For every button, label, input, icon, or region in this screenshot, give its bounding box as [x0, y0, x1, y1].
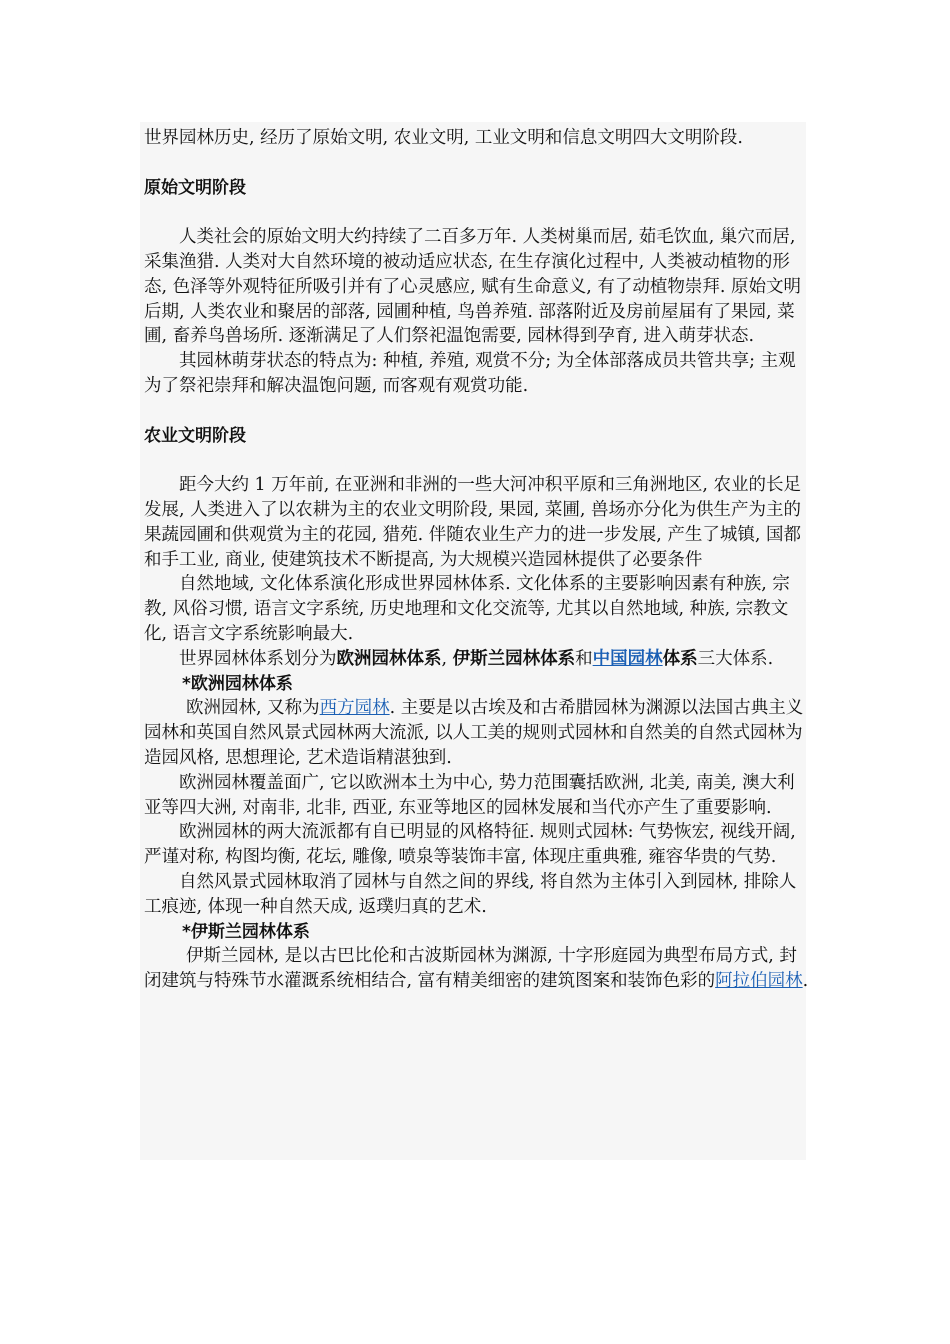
text: 世界园林体系划分为	[179, 648, 337, 669]
paragraph-garden-systems	[144, 647, 810, 672]
paragraph: 距今大约 1 万年前, 在亚洲和非洲的一些大河冲积平原和三角洲地区, 农业的长足发展, 人类进入了以农耕为主的农业文明阶段, 果园, 菜圃, 兽场亦分化为供生产为主的果蔬园圃和供观赏为主的花园, 猎苑. 伴随农业生产力的进一步发展, 产生了城镇, 国都和手工业, 商业, 使建筑技术不断提高, 为大规模兴造园林提供了必要条件	[144, 475, 802, 570]
section-heading-primitive: 原始文明阶段	[144, 177, 246, 198]
text: 三大体系.	[697, 648, 774, 669]
text: 伊斯兰园林, 是以古巴比伦和古波斯园林为渊源, 十字形庭园为典型布局方式, 封闭建筑与特殊节水灌溉系统相结合, 富有精美细密的建筑图案和装饰色彩的	[144, 946, 797, 992]
text: 欧洲园林, 又称为	[186, 698, 320, 719]
paragraph-europe	[144, 696, 810, 770]
text: . 主要是以古埃及和古希腊园林为渊源以法国古典主义园林和英国自然风景式园林两大流派, 以人工美的规则式园林和自然美的自然式园林为造园风格, 思想理论, 艺术造诣精湛独到.	[144, 698, 804, 768]
link-arabian-garden[interactable]: 阿拉伯园林	[715, 971, 803, 992]
text: ,	[441, 648, 453, 669]
paragraph: 自然地域, 文化体系演化形成世界园林体系. 文化体系的主要影响因素有种族, 宗教, 风俗习惯, 语言文字系统, 历史地理和文化交流等, 尤其以自然地域, 种族, 宗教文化, 语言文字系统影响最大.	[144, 574, 790, 644]
paragraph: 其园林萌芽状态的特点为: 种植, 养殖, 观赏不分; 为全体部落成员共管共享; 主观为了祭祀崇拜和解决温饱问题, 而客观有观赏功能.	[144, 351, 796, 396]
spacer	[144, 399, 810, 424]
bold-europe: 欧洲园林体系	[336, 648, 442, 669]
spacer	[144, 151, 810, 176]
bold-islam: 伊斯兰园林体系	[452, 648, 576, 669]
spacer	[144, 448, 810, 473]
bold-system: 体系	[662, 648, 698, 669]
subheading-europe: *欧洲园林体系	[182, 673, 293, 694]
intro-paragraph: 世界园林历史, 经历了原始文明, 农业文明, 工业文明和信息文明四大文明阶段.	[144, 128, 743, 148]
spacer	[144, 200, 810, 225]
link-western-garden[interactable]: 西方园林	[319, 698, 390, 719]
article-panel	[140, 122, 809, 1160]
paragraph: 欧洲园林覆盖面广, 它以欧洲本土为中心, 势力范围囊括欧洲, 北美, 南美, 澳大利亚等四大洲, 对南非, 北非, 西亚, 东亚等地区的园林发展和当代亦产生了重要影响.	[144, 772, 795, 818]
paragraph: 自然风景式园林取消了园林与自然之间的界线, 将自然为主体引入到园林, 排除人工痕迹, 体现一种自然天成, 返璞归真的艺术.	[144, 871, 797, 917]
article-content	[144, 126, 810, 994]
paragraph: 人类社会的原始文明大约持续了二百多万年. 人类树巢而居, 茹毛饮血, 巢穴而居, 采集渔猎. 人类对大自然环境的被动适应状态, 在生存演化过程中, 人类被动植物的形态, 色泽等外观特征所吸引并有了心灵感应, 赋有生命意义, 有了动植物崇拜. 原始文明后期, 人类农业和聚居的部落, 园圃种植, 鸟兽养殖. 部落附近及房前屋届有了果园, 菜圃, 畜养鸟兽场所. 逐渐满足了人们祭祀温饱需要, 园林得到孕育, 进入萌芽状态.	[144, 227, 801, 347]
link-chinese-garden[interactable]: 中国园林	[592, 648, 663, 669]
subheading-islam: *伊斯兰园林体系	[182, 921, 310, 942]
paragraph: 欧洲园林的两大流派都有自已明显的风格特征. 规则式园林: 气势恢宏, 视线开阔, 严谨对称, 构图均衡, 花坛, 雕像, 喷泉等装饰丰富, 体现庄重典雅, 雍容华贵的气势.	[144, 822, 796, 868]
text: .	[802, 971, 809, 992]
paragraph-islam	[144, 944, 810, 994]
text: 和	[575, 648, 593, 669]
section-heading-agriculture: 农业文明阶段	[144, 425, 246, 446]
